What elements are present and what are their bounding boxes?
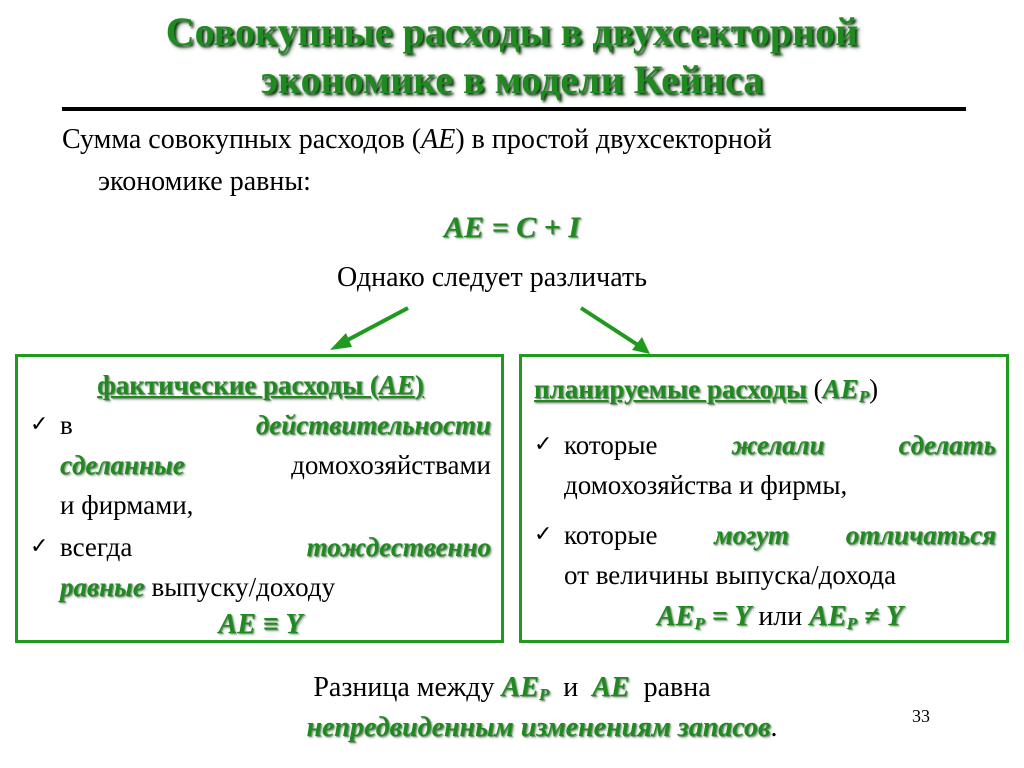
planned-eq-a-rest: = Y	[704, 601, 752, 632]
actual-item1-line-3: и фирмами,	[60, 490, 194, 520]
actual-item1-word-2: домохозяйствами	[291, 450, 491, 480]
actual-item2-word-2: выпуску/доходу	[151, 572, 336, 602]
bottom-line-1	[0, 669, 1024, 714]
planned-eq-b: AE	[809, 601, 847, 632]
planned-eq-b-rest: ≠ Y	[857, 601, 903, 632]
bottom-line-2	[30, 709, 1024, 747]
planned-eq-a-sub: P	[694, 614, 705, 633]
planned-eq-or: или	[751, 601, 810, 632]
actual-box-title	[30, 367, 491, 403]
checkmark-icon: ✓	[534, 432, 553, 457]
planned-item-1	[534, 425, 996, 505]
planned-title-open: (	[806, 374, 823, 404]
intro-part-2: ) в простой двухсекторной	[455, 124, 772, 155]
bottom-aep: AE	[501, 672, 539, 703]
checkmark-icon: ✓	[30, 534, 49, 559]
checkmark-icon: ✓	[30, 412, 49, 437]
actual-item-1	[30, 405, 491, 525]
bottom-ae: AE	[592, 672, 630, 703]
planned-expenditures-box	[519, 354, 1009, 643]
main-equation: AE = C + I	[444, 211, 580, 244]
bottom-aep-sub: P	[538, 685, 550, 704]
planned-item2-emphasis-1: могут	[714, 520, 790, 550]
however-text: Однако следует различать	[337, 262, 647, 293]
page-number: 33	[912, 706, 930, 726]
actual-item2-emphasis-2: равные	[60, 572, 145, 602]
actual-title-text: фактические расходы (	[97, 370, 379, 400]
title-line-1: Совокупные расходы в двухсекторной	[165, 9, 859, 54]
arrow-down-left-icon	[330, 308, 408, 350]
planned-eq-b-sub: P	[846, 614, 858, 633]
bottom-emphasis: непредвиденным изменениям запасов	[306, 712, 771, 743]
actual-item1-word: в	[60, 410, 73, 440]
title-line-2: экономике в модели Кейнса	[260, 57, 764, 102]
actual-item2-emphasis-1: тождественно	[306, 532, 491, 562]
planned-item1-emphasis-2: сделать	[898, 430, 996, 460]
actual-item2-word: всегда	[60, 532, 133, 562]
actual-title-ae: AE	[378, 370, 415, 400]
planned-title-text: планируемые расходы	[534, 374, 807, 404]
planned-item2-emphasis-2: отличаться	[845, 520, 996, 550]
planned-box-title	[534, 371, 996, 415]
intro-line-2: экономике равны:	[98, 166, 311, 197]
bottom-and: и	[549, 672, 593, 703]
intro-part-1: Сумма совокупных расходов (	[62, 124, 422, 155]
planned-item1-word: которые	[564, 430, 658, 460]
planned-item2-line-2: от величины выпуска/дохода	[564, 560, 897, 590]
actual-title-close: )	[414, 370, 424, 400]
planned-title-sub: P	[858, 387, 870, 406]
checkmark-icon: ✓	[534, 522, 553, 547]
planned-item1-line-2: домохозяйства и фирмы,	[564, 470, 848, 500]
actual-equation: AE ≡ Y	[218, 609, 303, 640]
actual-item1-emphasis-1: действительности	[255, 410, 491, 440]
bottom-dot: .	[770, 712, 778, 743]
intro-ae: AE	[421, 124, 456, 155]
planned-title-ae: AE	[822, 374, 859, 404]
planned-item1-emphasis-1: желали	[731, 430, 825, 460]
planned-eq-a: AE	[657, 601, 695, 632]
arrow-down-right-icon	[581, 308, 650, 354]
bottom-word: Разница между	[313, 672, 502, 703]
actual-item1-emphasis-2: сделанные	[60, 450, 185, 480]
planned-item2-word: которые	[564, 520, 658, 550]
bottom-equals: равна	[629, 672, 711, 703]
planned-equation	[534, 599, 996, 642]
actual-item-2	[30, 527, 491, 607]
planned-item-2	[534, 515, 996, 595]
planned-title-close: )	[869, 374, 879, 404]
actual-expenditures-box	[15, 354, 504, 643]
